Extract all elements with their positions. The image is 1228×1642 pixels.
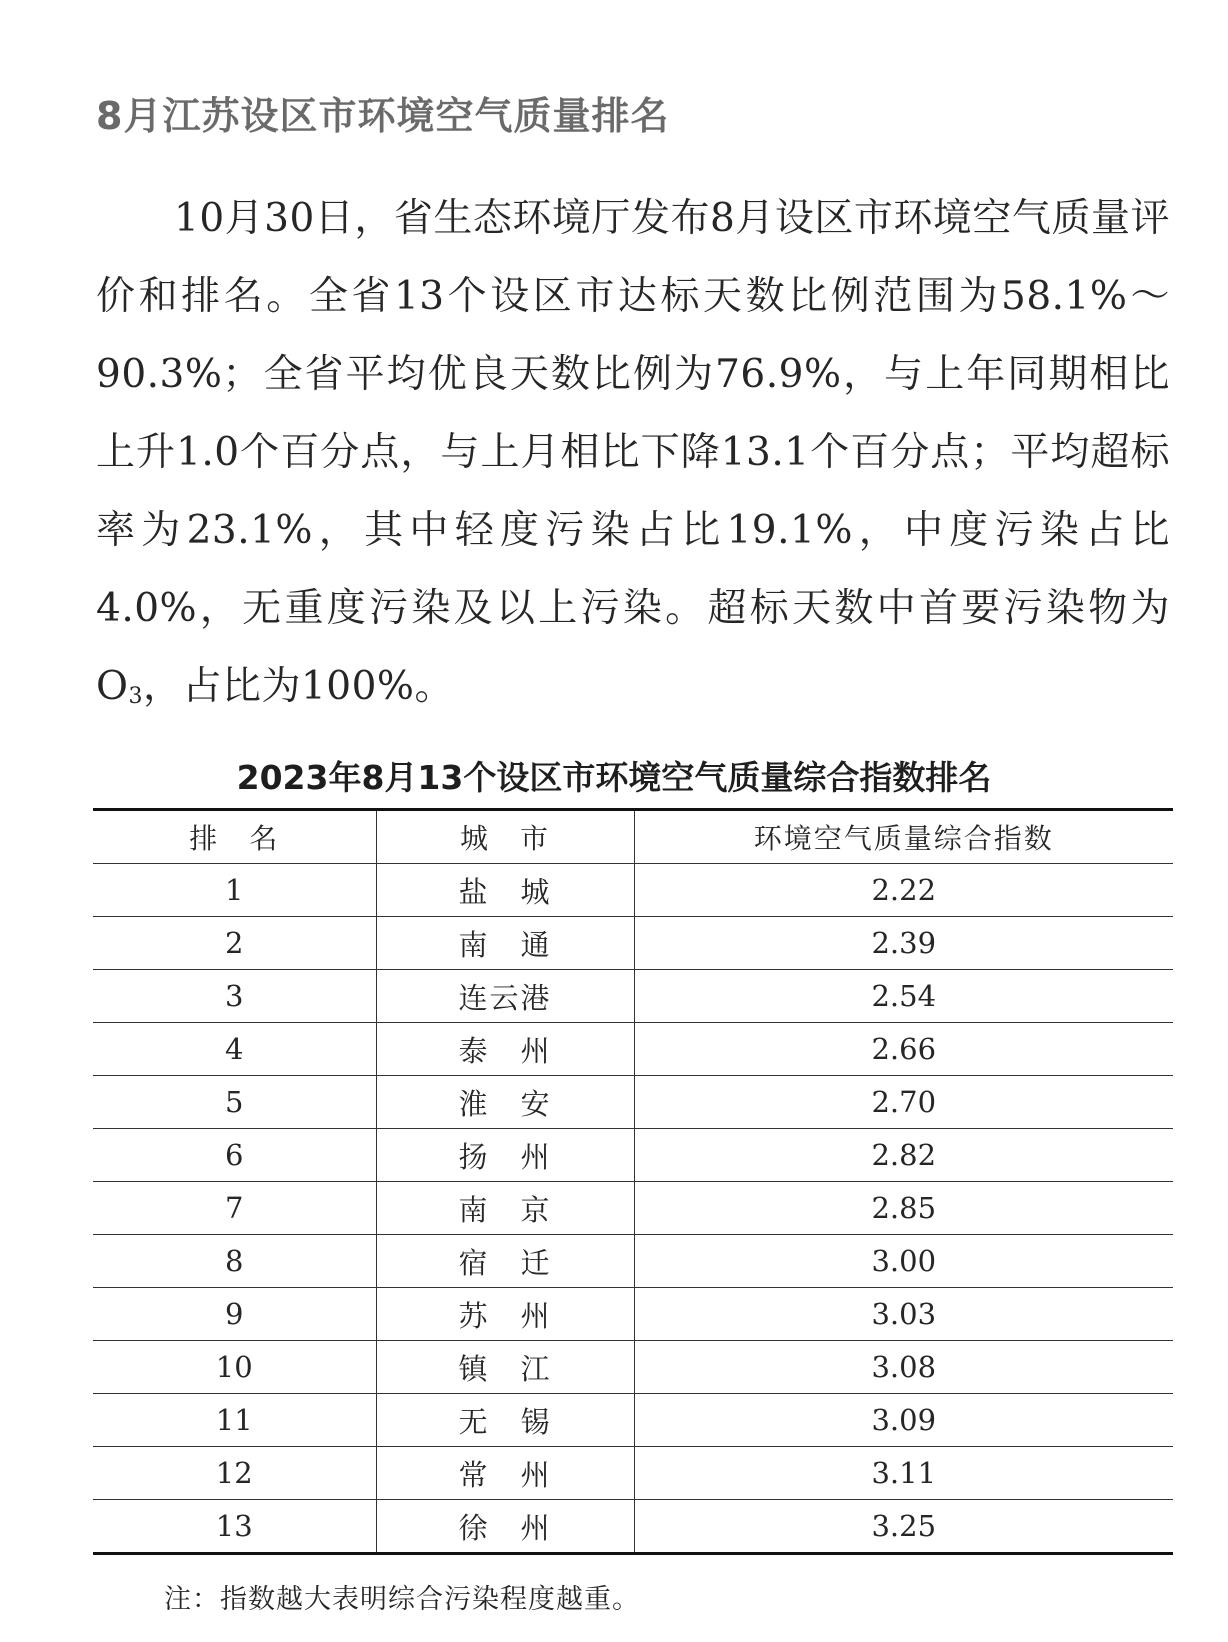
- rank-cell: 8: [93, 1235, 376, 1288]
- index-cell: 2.22: [634, 864, 1173, 917]
- header-city: 城 市: [376, 810, 634, 864]
- table-note: 注：指数越大表明综合污染程度越重。: [164, 1584, 640, 1615]
- header-rank: 排 名: [93, 810, 376, 864]
- rank-cell: 12: [93, 1447, 376, 1500]
- index-cell: 3.25: [634, 1500, 1173, 1554]
- city-cell: 南 京: [376, 1182, 634, 1235]
- index-cell: 2.85: [634, 1182, 1173, 1235]
- index-cell: 3.08: [634, 1341, 1173, 1394]
- table-row: [93, 1394, 1173, 1447]
- index-cell: 2.39: [634, 917, 1173, 970]
- table-row: [93, 864, 1173, 917]
- city-cell: 苏 州: [376, 1288, 634, 1341]
- rank-cell: 3: [93, 970, 376, 1023]
- city-cell: 常 州: [376, 1447, 634, 1500]
- index-cell: 3.03: [634, 1288, 1173, 1341]
- rank-cell: 10: [93, 1341, 376, 1394]
- city-cell: 南 通: [376, 917, 634, 970]
- index-cell: 3.11: [634, 1447, 1173, 1500]
- index-cell: 2.54: [634, 970, 1173, 1023]
- index-cell: 2.82: [634, 1129, 1173, 1182]
- table-row: [93, 1235, 1173, 1288]
- city-cell: 宿 迁: [376, 1235, 634, 1288]
- city-cell: 扬 州: [376, 1129, 634, 1182]
- article-paragraph: [96, 180, 1170, 726]
- rank-cell: 7: [93, 1182, 376, 1235]
- city-cell: 镇 江: [376, 1341, 634, 1394]
- city-cell: 盐 城: [376, 864, 634, 917]
- city-cell: 泰 州: [376, 1023, 634, 1076]
- rank-cell: 6: [93, 1129, 376, 1182]
- rank-cell: 9: [93, 1288, 376, 1341]
- ranking-table: [93, 808, 1173, 1555]
- paragraph-main-text: 10月30日，省生态环境厅发布8月设区市环境空气质量评价和排名。全省13个设区市达标天数比例范围为58.1%～90.3%；全省平均优良天数比例为76.9%，与上年同期相比上升1.0个百分点，与上月相比下降13.1个百分点；平均超标率为23.1%，其中轻度污染占比19.1%，中度污染占比4.0%，无重度污染及以上污染。超标天数中首要污染物为O: [96, 196, 1170, 709]
- index-cell: 2.66: [634, 1023, 1173, 1076]
- table-row: [93, 917, 1173, 970]
- paragraph-tail-text: ，占比为100%。: [142, 664, 454, 709]
- table-row: [93, 1288, 1173, 1341]
- article-headline: 8月江苏设区市环境空气质量排名: [96, 94, 670, 138]
- index-cell: 3.00: [634, 1235, 1173, 1288]
- rank-cell: 5: [93, 1076, 376, 1129]
- table-title: 2023年8月13个设区市环境空气质量综合指数排名: [236, 758, 992, 797]
- table-row: [93, 1500, 1173, 1554]
- table-row: [93, 1447, 1173, 1500]
- rank-cell: 1: [93, 864, 376, 917]
- city-cell: 淮 安: [376, 1076, 634, 1129]
- city-cell: 连云港: [376, 970, 634, 1023]
- rank-cell: 2: [93, 917, 376, 970]
- table-row: [93, 1076, 1173, 1129]
- index-cell: 3.09: [634, 1394, 1173, 1447]
- rank-cell: 4: [93, 1023, 376, 1076]
- table-row: [93, 1129, 1173, 1182]
- table-header: [93, 810, 1173, 864]
- table-row: [93, 1023, 1173, 1076]
- table-row: [93, 1182, 1173, 1235]
- city-cell: 徐 州: [376, 1500, 634, 1554]
- table-body: [93, 864, 1173, 1554]
- table-row: [93, 1341, 1173, 1394]
- index-cell: 2.70: [634, 1076, 1173, 1129]
- city-cell: 无 锡: [376, 1394, 634, 1447]
- rank-cell: 11: [93, 1394, 376, 1447]
- table-row: [93, 970, 1173, 1023]
- header-index: 环境空气质量综合指数: [634, 810, 1173, 864]
- rank-cell: 13: [93, 1500, 376, 1554]
- header-row: [93, 810, 1173, 864]
- paragraph-subscript: 3: [128, 684, 143, 709]
